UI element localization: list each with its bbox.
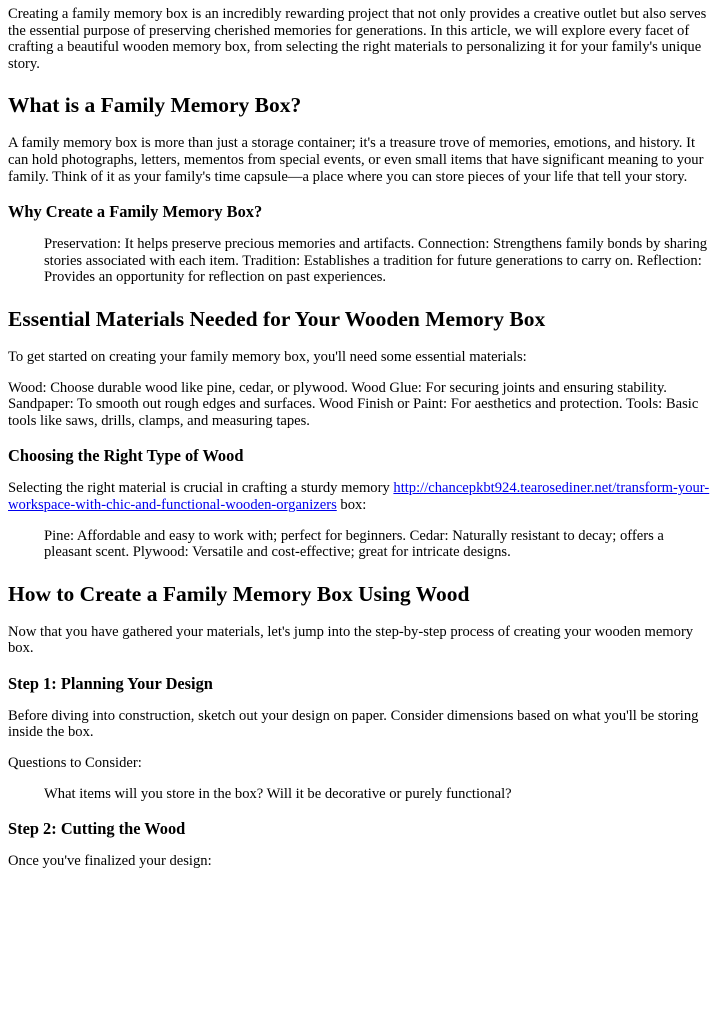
heading-what-is-memory-box: What is a Family Memory Box? [8, 93, 302, 118]
wood-selection-text-before: Selecting the right material is crucial in crafting a sturdy memory [8, 480, 394, 497]
how-to-intro-paragraph: Now that you have gathered your materials, let's jump into the step-by-step process of creating your wooden memory box. [8, 623, 694, 657]
materials-list-paragraph: Wood: Choose durable wood like pine, cedar, or plywood. Wood Glue: For securing joints and ensuring stability. Sandpaper: To smooth out rough edges and surfaces. Wood Finish or Paint: For aesthetics and protection. Tools: Basic tools like saws, drills, clamps, and measuring tapes. [8, 379, 699, 429]
intro-paragraph: Creating a family memory box is an incredibly rewarding project that not only provides a creative outlet but also serves the essential purpose of preserving cherished memories for generations. In this article, we will explore every facet of crafting a beautiful wooden memory box, from selecting the right materials to personalizing it for your family's unique story. [8, 6, 707, 72]
heading-essential-materials: Essential Materials Needed for Your Wooden Memory Box [8, 306, 546, 331]
heading-choosing-wood: Choosing the Right Type of Wood [8, 446, 244, 466]
wood-types-quote: Pine: Affordable and easy to work with; perfect for beginners. Cedar: Naturally resistant to decay; offers a pleasant scent. Plywood: Versatile and cost-effective; great for intricate designs. [44, 527, 664, 561]
memory-box-definition-paragraph: A family memory box is more than just a storage container; it's a treasure trove of memories, emotions, and history. It can hold photographs, letters, mementos from special events, or even small items that have significant meaning to your family. Think of it as your family's time capsule—a place where you can store pieces of your life that tell your story. [8, 135, 704, 185]
questions-label: Questions to Consider: [8, 755, 142, 772]
wood-selection-paragraph [8, 480, 712, 513]
heading-step-2: Step 2: Cutting the Wood [8, 819, 186, 839]
materials-intro-paragraph: To get started on creating your family memory box, you'll need some essential materials: [8, 348, 527, 365]
reasons-quote: Preservation: It helps preserve precious memories and artifacts. Connection: Strengthens family bonds by sharing stories associated with each item. Tradition: Establishes a tradition for future generations to carry on. Reflection: Provides an opportunity for reflection on past experiences. [44, 236, 708, 286]
questions-quote: What items will you store in the box? Will it be decorative or purely functional? [44, 785, 512, 802]
step-2-paragraph: Once you've finalized your design: [8, 853, 212, 870]
heading-how-to-create: How to Create a Family Memory Box Using Wood [8, 581, 470, 606]
heading-step-1: Step 1: Planning Your Design [8, 673, 213, 693]
step-1-paragraph: Before diving into construction, sketch out your design on paper. Consider dimensions based on what you'll be storing inside the box. [8, 707, 699, 741]
heading-why-create: Why Create a Family Memory Box? [8, 202, 263, 222]
wood-selection-text-after: box: [336, 496, 367, 513]
organizers-link[interactable]: http://chancepkbt924.tearosediner.net/transform-your-workspace-with-chic-and-functional-wooden-organizers [8, 480, 710, 513]
